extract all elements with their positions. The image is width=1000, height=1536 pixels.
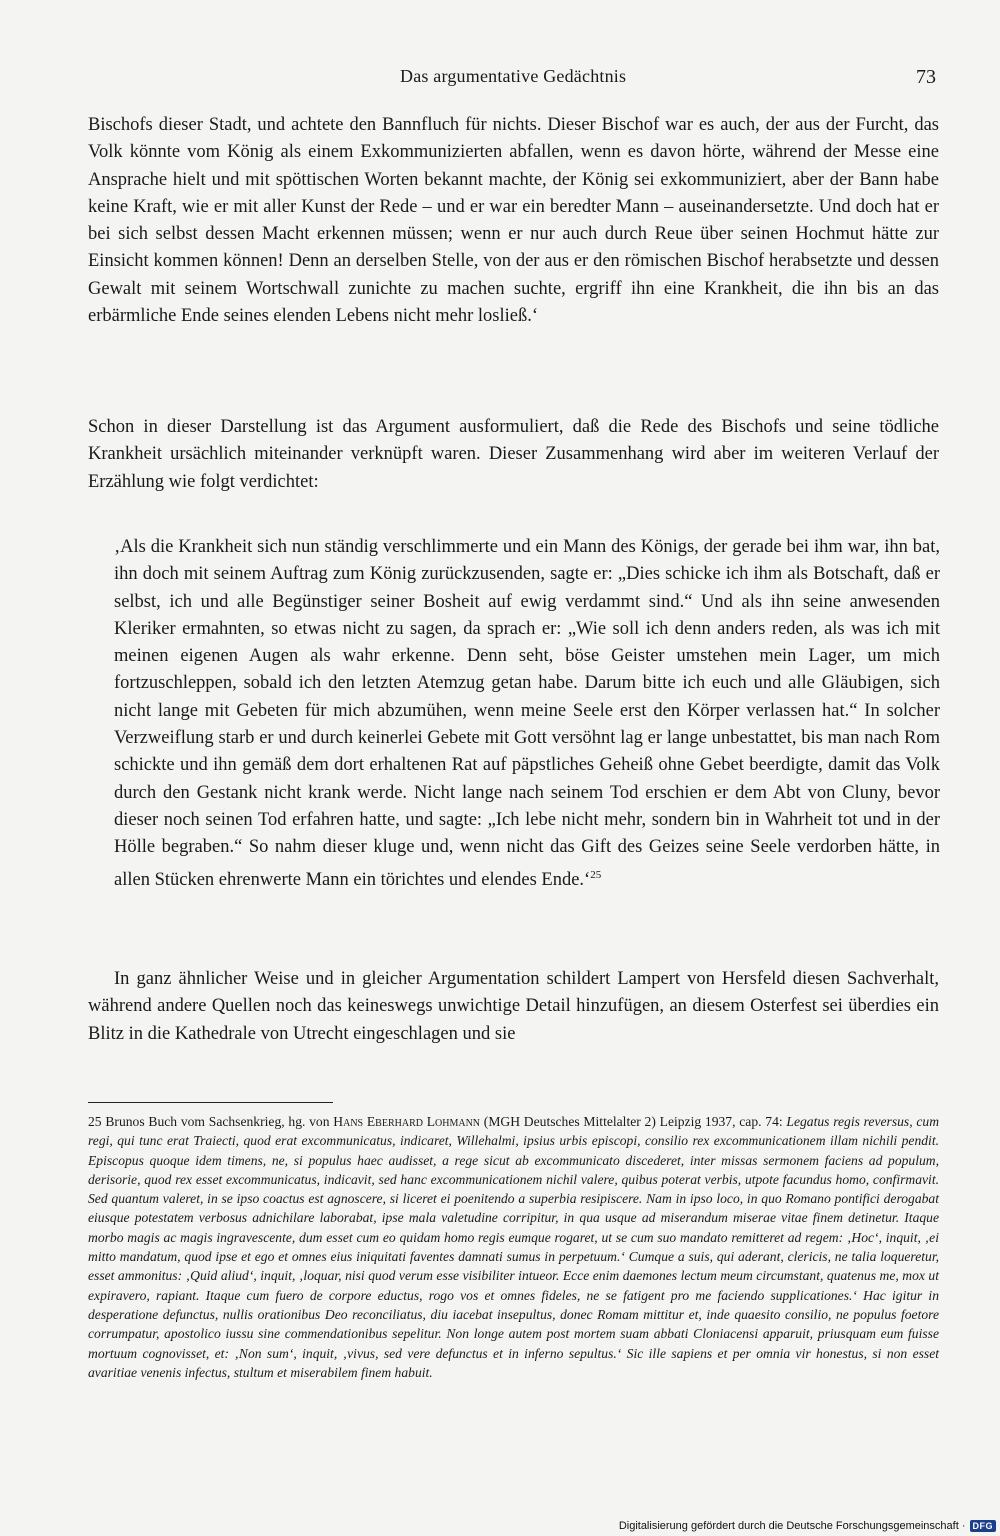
paragraph-3: In ganz ähnlicher Weise und in gleicher Argumentation schildert Lampert von Hersfeld diesen Sachverhalt, während andere Quellen noch das keineswegs unwichtige Detail hinzufügen, an diesem Osterfest sei überdies ein Blitz in die Kathedrale von Utrecht eingeschlagen und sie [88,969,939,1044]
footnote-details: (MGH Deutsches Mittelalter 2) Leipzig 1937, cap. 74: [483,1114,783,1129]
running-head: Das argumentative Gedächtnis [400,66,627,86]
footnote-editor: Hans Eberhard Lohmann [333,1114,481,1129]
dfg-logo-icon: DFG [970,1520,997,1532]
paragraph-2: Schon in dieser Darstellung ist das Argument ausformuliert, daß die Rede des Bischofs und seine tödliche Krankheit ursächlich miteinander verknüpft waren. Dieser Zusammenhang wird aber im weiteren Verlauf der Erzählung wie folgt verdichtet: [88,417,939,492]
block-quote [114,534,940,894]
block-quote-text: ‚Als die Krankheit sich nun ständig verschlimmerte und ein Mann des Königs, der gerade bei ihm war, ihn bat, ihn doch mit seinem Auftrag zum König zurückzusenden, sagte er: „Dies schicke ich ihm als Botschaft, daß er selbst, ich und alle Begünstiger seiner Bosheit auf ewig verdammt sind.“ Und als ihn seine anwesenden Kleriker ermahnten, so etwas nicht zu sagen, da sprach er: „Wie soll ich denn anders reden, als was ich mit meinen eigenen Augen als wahr erkenne. Denn seht, böse Geister umstehen mein Lager, um mich fortzuschleppen, sobald ich den letzten Atemzug getan habe. Darum bitte ich euch und alle Gläubigen, sich nicht lange mit Gebeten für mich abzumühen, wenn meine Seele erst den Körper verlassen hat.“ In solcher Verzweiflung starb er und durch keinerlei Gebete mit Gott versöhnt lag er lange unbestattet, bis man nach Rom schickte und ihn gemäß dem dort erhaltenen Rat auf päpstliches Geheiß ohne Gebet beerdigte, damit das Volk durch den Gestank nicht krank werde. Nicht lange nach seinem Tod erschien er dem Abt von Cluny, bevor dieser noch seinen Tod erfahren hatte, und sagte: „Ich lebe nicht mehr, sondern bin in Wahrheit tot und in der Hölle begraben.“ So nahm dieser kluge und, wenn nicht das Gift des Geizes seine Seele verdorben hätte, in allen Stücken ehrenwerte Mann ein törichtes und elendes Ende.‘ [114,537,940,890]
digitization-credit [619,1520,996,1532]
credit-text: Digitalisierung gefördert durch die Deutsche Forschungsgemeinschaft · [618,1520,966,1532]
page-header [88,66,936,96]
footnote-25 [88,1112,939,1382]
footnote-rule [88,1102,333,1103]
footnote-intro: Brunos Buch vom Sachsenkrieg, hg. von [105,1114,330,1129]
paragraph-1: Bischofs dieser Stadt, und achtete den Bannfluch für nichts. Dieser Bischof war es auch, der aus der Furcht, das Volk könnte vom König als einem Exkommunizierten abfallen, wenn es davon hörte, während der Messe eine Ansprache hielt und mit spöttischen Worten bekannt machte, der König sei exkommuniziert, aber der Bann habe keine Kraft, wie er mit aller Kunst der Rede – und er war ein beredter Mann – auseinandersetzte. Und doch hat er bei sich selbst dessen Macht erkennen müssen; wenn er nur auch durch Reue über seinen Hochmut hätte zur Einsicht kommen können! Denn an derselben Stelle, von der aus er den römischen Bischof herabsetzte und dessen Gewalt mit seinem Wortschwall zunichte zu machen suchte, ergriff ihn eine Krankheit, die ihn bis an das erbärmliche Ende seines elenden Lebens nicht mehr losließ.‘ [88,115,939,327]
page-number: 73 [916,66,936,88]
footnote-marker: 25 [590,868,602,881]
footnote-latin-quote: Legatus regis reversus, cum regi, qui tunc erat Traiecti, quod erat excommunicatus, indicaret, Willehalmi, ipsius urbis episcopi, consilio rex excommunicationem illam nichili pendit. Episcopus quoque idem timens, ne, si populus haec audisset, a rege sicut ab excommunicato discederet, inter missas sermonem faciens ad populum, derisorie, quod rex esset excommunicatus, indicavit, sed hanc excommunicationem nichil valere, quibus poterat verbis, utpote facundus homo, confirmavit. Sed quantum valeret, in se ipso coactus est agnoscere, si liceret ei poenitendo a superbia resipiscere. Nam in ipso loco, in quo Romano pontifici derogabat eiusque potestatem verbosus adnichilare laborabat, ipse mala valetudine corripitur, in qua usque ad miserandum miserae vitae finem detinetur. Itaque morbo magis ac magis ingravescente, dum esset cum eo quidam homo regis eumque rogaret, ut se cum suo mandato remitteret ad regem: ‚Hoc‘, inquit, ‚ei mitto mandatum, quod ipse et ego et omnes eius iniquitati faventes damnati sumus in perpetuum.‘ Cumque a suis, qui aderant, clericis, ne talia loqueretur, esset ammonitus: ‚Quid aliud‘, inquit, ‚loquar, nisi quod verum esse visibiliter intueor. Ecce enim daemones lectum meum circumstant, quatenus me, mox ut expiravero, rapiant. Itaque cum fuero de corpore eductus, rogo vos et omnes fideles, ne se fatigent pro me faciendo supplicationes.‘ Hac igitur in desperatione defunctus, nullis orationibus Deo reconciliatus, diu iacebat insepultus, donec Romam mittitur et, inde quaesito consilio, ne populus foetore corrumpatur, apostolico iussu sine commendationibus sepelitur. Non longe autem post mortem suam abbati Cloniacensi apparuit, priusquam eum fuisse mortuum cognovisset, et: ‚Non sum‘, inquit, ‚vivus, sed vere defunctus et in inferno sepultus.‘ Sic ille sapiens et per omnia vir honestus, si non esset avaritiae venenis infectus, stultum et miserabilem finem habuit. [88,1114,940,1380]
footnote-number: 25 [88,1114,102,1129]
